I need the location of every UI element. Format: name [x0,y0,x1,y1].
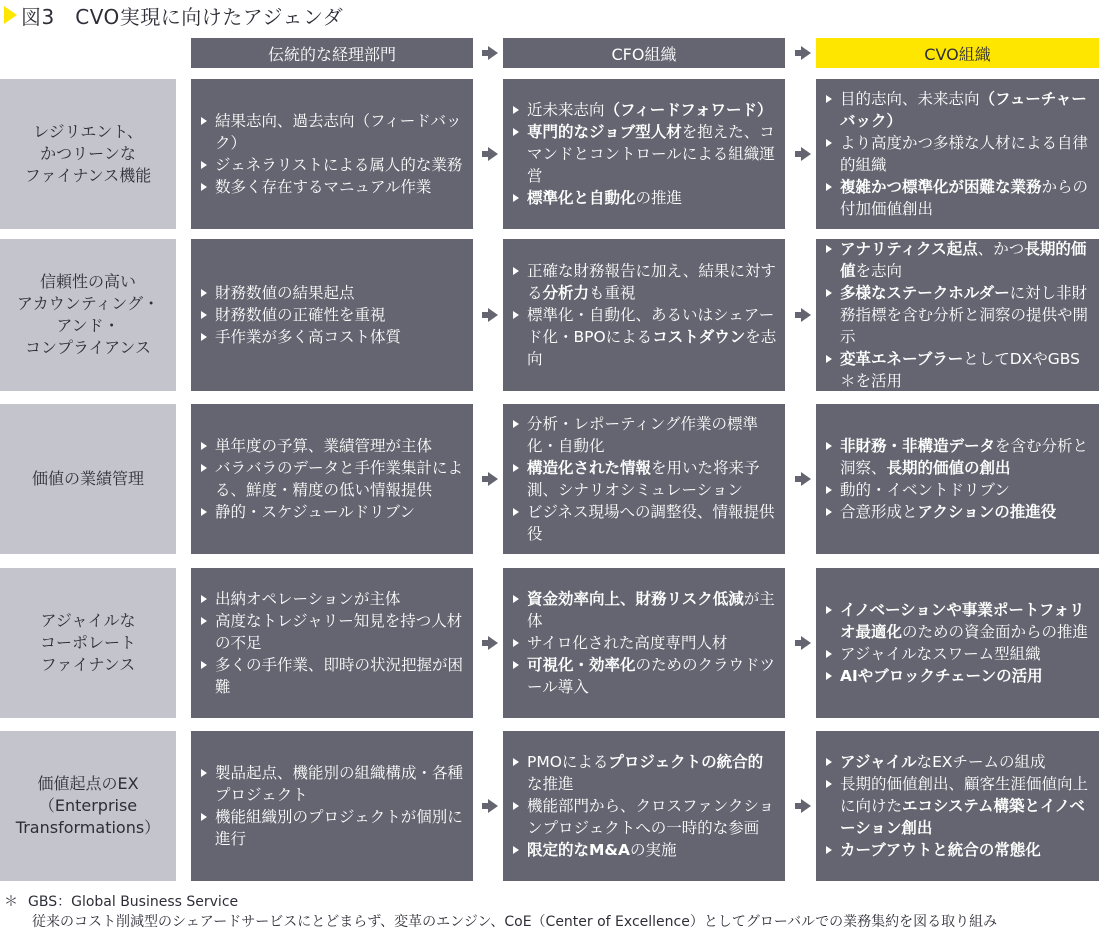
bullet-item [513,501,777,545]
item-text: アジャイルなスワーム型組織 [840,645,1041,663]
bullet-item [513,304,777,370]
bullet-item [826,643,1091,665]
bullet-icon [826,672,832,680]
emphasis-text: 多様なステークホルダー [840,284,1010,302]
bullet-icon [826,442,832,450]
agenda-cell [191,731,473,881]
item-text: が主体 [527,590,775,630]
item-text: も重視 [589,284,636,302]
emphasis-text: 変革エネーブラー [840,350,964,368]
emphasis-text: 長期的価値の創出 [886,459,1011,477]
bullet-item [826,132,1091,176]
item-text: な推進 [527,775,574,793]
emphasis-text: 非財務・非構造データ [840,437,996,455]
row-label [0,239,176,391]
bullet-item [826,773,1091,839]
bullet-item [826,282,1091,348]
emphasis-text: 資金効率向上、財務リスク低減 [527,590,744,608]
item-text: としてDXやGBS＊を活用 [840,350,1080,390]
row-label-line: 信頼性の高い [39,272,136,291]
bullet-icon [513,758,519,766]
agenda-cell [191,239,473,391]
emphasis-text: 分析力 [542,284,590,302]
bullet-item [513,588,777,632]
item-text: 結果志向、過去志向（フィードバック） [215,112,462,152]
item-text: 機能組織別のプロジェクトが個別に進行 [215,808,463,848]
item-text: 手作業が多く高コスト体質 [215,328,402,346]
bullet-item [513,260,777,304]
emphasis-text: 標準化と自動化 [527,189,636,207]
bullet-icon [201,661,207,669]
arrow-right-icon [488,308,498,322]
bullet-icon [201,769,207,777]
arrow-right-icon [801,472,811,486]
bullet-icon [201,161,207,169]
title-marker-icon [4,6,17,24]
arrow-right-icon [801,799,811,813]
row-label [0,404,176,554]
emphasis-text: 構造化された情報 [527,459,652,477]
bullet-item [513,795,777,839]
emphasis-text: アクションの推進役 [917,503,1057,521]
row-label-line: （Enterprise [38,796,138,815]
item-text: を志向 [527,328,777,368]
bullet-icon [201,183,207,191]
row-label-line: アジャイルな [40,611,136,630]
agenda-cell [503,404,785,554]
row-label-line: ファイナンス [40,655,136,674]
row-label-line: レジリエント、 [33,122,143,141]
bullet-icon [513,639,519,647]
item-text: 出納オペレーションが主体 [215,590,401,608]
item-text: 高度なトレジャリー知見を持つ人材の不足 [215,612,463,652]
bullet-icon [513,194,519,202]
item-text: を用いた将来予測、シナリオシミュレーション [527,459,760,499]
item-text: 正確な財務報告に加え、結果に対する [527,262,776,302]
bullet-icon [201,595,207,603]
arrow-right-icon [801,636,811,650]
item-text: ジェネラリストによる属人的な業務 [215,156,463,174]
item-text: 製品起点、機能別の組織構成・各種プロジェクト [215,764,464,804]
item-text: 動的・イベントドリブン [840,481,1010,499]
row-label-line: かつリーンな [40,144,136,163]
agenda-cell [816,239,1099,391]
bullet-item [513,99,777,121]
arrow-right-icon [488,472,498,486]
item-text: ビジネス現場への調整役、情報提供役 [527,503,775,543]
emphasis-text: アジャイル [840,753,917,771]
arrow-right-icon [488,799,498,813]
emphasis-text: 可視化・効率化 [527,656,636,674]
item-text: 近未来志向 [527,101,605,119]
bullet-icon [513,311,519,319]
footnote-star: ＊ [4,894,18,910]
bullet-item [826,599,1091,643]
bullet-icon [826,139,832,147]
bullet-item [201,762,465,806]
bullet-item [513,121,777,187]
item-text: 合意形成と [840,503,918,521]
column-header-traditional: 伝統的な経理部門 [191,38,473,68]
bullet-item [826,751,1091,773]
bullet-item [826,839,1091,861]
item-text: 財務数値の結果起点 [215,284,355,302]
item-text: サイロ化された高度専門人材 [527,634,728,652]
agenda-cell [191,79,473,229]
emphasis-text: カーブアウトと統合の常態化 [840,841,1041,859]
item-text: なEXチームの組成 [916,753,1046,771]
bullet-icon [826,650,832,658]
bullet-icon [826,606,832,614]
item-text: 分析・レポーティング作業の標準化・自動化 [527,415,758,455]
bullet-item [826,479,1091,501]
item-text: 長期的価値創出、顧客生涯価値向上に向けた [840,775,1089,815]
bullet-item [201,806,465,850]
item-text: バラバラのデータと手作業集計による、鮮度・精度の低い情報提供 [215,459,464,499]
item-text: を志向 [855,262,903,280]
item-text: 目的志向、未来志向 [840,90,980,108]
bullet-icon [201,333,207,341]
bullet-item [201,282,465,304]
bullet-item [201,457,465,501]
bullet-icon [826,289,832,297]
row-label-line: コンプライアンス [25,338,151,357]
emphasis-text: 専門的なジョブ型人材 [527,123,682,141]
agenda-cell [816,79,1099,229]
bullet-item [201,610,465,654]
bullet-icon [201,813,207,821]
bullet-icon [826,355,832,363]
row-label-line: アンド・ [56,316,120,335]
item-text: 多くの手作業、即時の状況把握が困難 [215,656,464,696]
item-text: 機能部門から、クロスファンクションプロジェクトへの一時的な参画 [527,797,775,837]
bullet-item [826,88,1091,132]
item-text: のための資金面からの推進 [902,623,1089,641]
bullet-item [513,632,777,654]
bullet-item [826,665,1091,687]
item-text: PMOによる [527,753,609,771]
bullet-icon [513,128,519,136]
arrow-right-icon [488,46,498,60]
item-text: の実施 [629,841,677,859]
bullet-item [826,176,1091,220]
arrow-right-icon [488,636,498,650]
row-label-line: Transformations） [15,818,161,837]
emphasis-text: コストダウン [652,328,746,346]
agenda-cell [191,568,473,718]
item-text: 静的・スケジュールドリブン [215,503,415,521]
bullet-icon [513,464,519,472]
bullet-item [513,839,777,861]
bullet-icon [826,245,832,253]
item-text: のためのクラウドツール導入 [527,656,776,696]
item-text: の推進 [635,189,683,207]
row-label-line: コーポレート [39,633,136,652]
row-label [0,79,176,229]
item-text: を抱えた、コマンドとコントロールによる組織運営 [527,123,775,185]
arrow-right-icon [488,147,498,161]
bullet-icon [201,464,207,472]
bullet-item [513,187,777,209]
column-header-cvo: CVO組織 [816,38,1099,68]
agenda-cell [191,404,473,554]
bullet-icon [201,508,207,516]
item-text: 数多く存在するマニュアル作業 [215,178,432,196]
item-text: 単年度の予算、業績管理が主体 [215,437,433,455]
bullet-icon [513,802,519,810]
bullet-item [201,501,465,523]
bullet-icon [513,267,519,275]
agenda-cell [503,731,785,881]
bullet-icon [826,95,832,103]
emphasis-text: （フューチャーバック） [840,90,1087,130]
bullet-item [826,501,1091,523]
bullet-icon [826,508,832,516]
emphasis-text: アナリティクス起点 [840,240,978,258]
emphasis-text: 限定的なM&A [527,841,630,859]
footnote [4,892,997,932]
item-text: 標準化・自動化、あるいはシェアード化・BPOによる [527,306,775,346]
row-label-line: アカウンティング・ [16,294,160,313]
row-label-line: ファイナンス機能 [24,166,152,185]
bullet-item [513,413,777,457]
arrow-right-icon [801,46,811,60]
row-label-line: 価値の業績管理 [31,469,144,488]
bullet-icon [201,289,207,297]
bullet-icon [513,595,519,603]
item-text: に対し非財務指標を含む分析と洞察の提供や開示 [840,284,1089,346]
bullet-icon [201,311,207,319]
bullet-icon [201,617,207,625]
item-text: 、かつ [977,240,1025,258]
bullet-item [201,326,465,348]
bullet-item [513,751,777,795]
item-text: を含む分析と洞察、 [840,437,1089,477]
agenda-cell [816,404,1099,554]
bullet-icon [513,661,519,669]
bullet-item [826,238,1091,282]
item-text: 財務数値の正確性を重視 [215,306,386,324]
bullet-icon [201,117,207,125]
bullet-item [513,457,777,501]
bullet-icon [513,508,519,516]
emphasis-text: エコシステム構築とイノベーション創出 [840,797,1085,837]
emphasis-text: プロジェクトの統合的 [608,753,764,771]
item-text: からの付加価値創出 [840,178,1089,218]
bullet-item [201,110,465,154]
arrow-right-icon [801,308,811,322]
row-label [0,568,176,718]
agenda-cell [503,239,785,391]
bullet-item [201,588,465,610]
row-label-line: 価値起点のEX [37,774,139,793]
bullet-icon [826,486,832,494]
emphasis-text: 長期的価値 [840,240,1087,280]
bullet-item [201,435,465,457]
column-header-cfo: CFO組織 [503,38,785,68]
footnote-line-2: 従来のコスト削減型のシェアードサービスにとどまらず、変革のエンジン、CoE（Center of Excellence）としてグローバルでの業務集約を図る取り組み [32,914,998,930]
agenda-cell [503,568,785,718]
bullet-icon [513,420,519,428]
arrow-right-icon [801,147,811,161]
agenda-cell [816,731,1099,881]
bullet-item [201,176,465,198]
bullet-icon [513,106,519,114]
emphasis-text: AIやブロックチェーンの活用 [840,667,1043,685]
bullet-icon [826,846,832,854]
bullet-item [826,348,1091,392]
bullet-item [201,304,465,326]
row-label [0,731,176,881]
bullet-icon [826,780,832,788]
bullet-icon [201,442,207,450]
emphasis-text: 複雑かつ標準化が困難な業務 [840,178,1042,196]
bullet-item [201,654,465,698]
bullet-icon [826,758,832,766]
figure-title-text: 図3 CVO実現に向けたアジェンダ [21,4,344,29]
bullet-item [826,435,1091,479]
emphasis-text: イノベーションや事業ポートフォリオ最適化 [840,601,1085,641]
emphasis-text: （フィードフォワード） [604,101,773,119]
footnote-line-1: GBS：Global Business Service [28,894,239,910]
bullet-item [201,154,465,176]
figure-title [4,2,343,28]
bullet-item [513,654,777,698]
agenda-cell [503,79,785,229]
bullet-icon [513,846,519,854]
item-text: より高度かつ多様な人材による自律的組織 [840,134,1089,174]
bullet-icon [826,183,832,191]
agenda-cell [816,568,1099,718]
